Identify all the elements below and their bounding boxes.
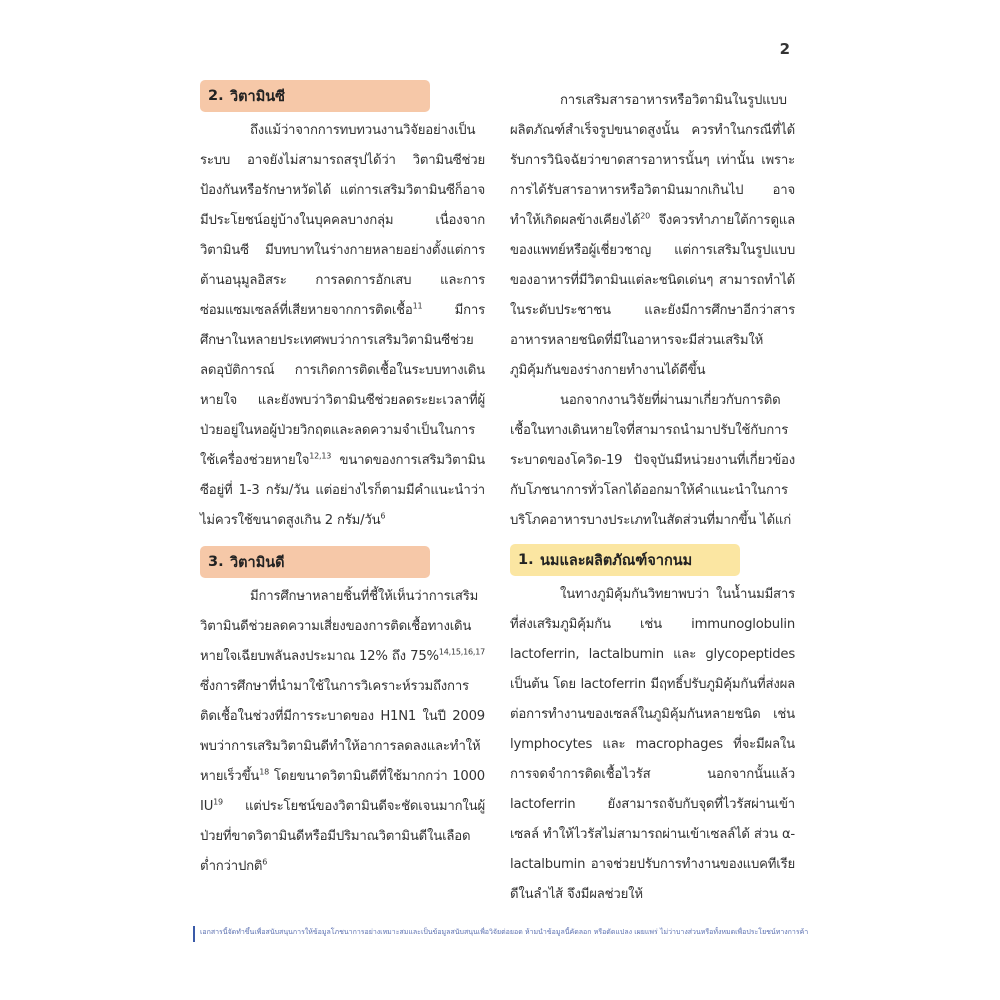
heading-number: 3.: [208, 554, 224, 570]
left-column: [200, 80, 485, 882]
section-heading-vitamin-c: [200, 80, 430, 112]
heading-title: วิตามินดี: [230, 554, 285, 571]
heading-number: 2.: [208, 88, 224, 104]
heading-title: วิตามินซี: [230, 88, 286, 105]
covid-intro-paragraph: นอกจากงานวิจัยที่ผ่านมาเกี่ยวกับการติดเชื้อในทางเดินหายใจที่สามารถนำมาปรับใช้กับการระบาดของโควิด-19 ปัจจุบันมีหน่วยงานที่เกี่ยวข้องกับโภชนาการทั่วโลกได้ออกมาให้คำแนะนำในการบริโภคอาหารบางประเภทในสัดส่วนที่มากขึ้น ได้แก่: [510, 393, 795, 528]
heading-title: นมและผลิตภัณฑ์จากนม: [540, 552, 693, 569]
milk-paragraph: ในทางภูมิคุ้มกันวิทยาพบว่า ในน้ำนมมีสารที่ส่งเสริมภูมิคุ้มกัน เช่น immunoglobulin lactoferrin, lactalbumin และ glycopeptides เป็นต้น โดย lactoferrin มีฤทธิ์ปรับภูมิคุ้มกันที่ส่งผลต่อการทำงานของเซลล์ในภูมิคุ้มกันหลายชนิด เช่น lymphocytes และ macrophages ที่จะมีผลในการจดจำการติดเชื้อไวรัส นอกจากนั้นแล้ว lactoferrin ยังสามารถจับกับจุดที่ไวรัสผ่านเข้าเซลล์ ทำให้ไวรัสไม่สามารถผ่านเข้าเซลล์ได้ ส่วน α-lactalbumin อาจช่วยปรับการทำงานของแบคทีเรียดีในลำไส้ จึงมีผลช่วยให้: [510, 587, 795, 902]
right-column: [510, 80, 795, 910]
section-heading-milk: [510, 544, 740, 576]
heading-number: 1.: [518, 552, 534, 568]
vitamin-d-paragraph: มีการศึกษาหลายชิ้นที่ชี้ให้เห็นว่าการเสริมวิตามินดีช่วยลดความเสี่ยงของการติดเชื้อทางเดินหายใจเฉียบพลันลงประมาณ 12% ถึง 75%$^{14,15,16,17}$ ซึ่งการศึกษาที่นำมาใช้ในการวิเคราะห์รวมถึงการติดเชื้อในช่วงที่มีการระบาดของ H1N1 ในปี 2009 พบว่าการเสริมวิตามินดีทำให้อาการลดลงและทำให้หายเร็วขึ้น$^{18}$ โดยขนาดวิตามินดีที่ใช้มากกว่า 1000 IU$^{19}$ แต่ประโยชน์ของวิตามินดีจะชัดเจนมากในผู้ป่วยที่ขาดวิตามินดีหรือมีปริมาณวิตามินดีในเลือดต่ำกว่าปกติ$^6$: [200, 589, 485, 874]
page-number: 2: [779, 40, 790, 58]
footer-disclaimer: เอกสารนี้จัดทำขึ้นเพื่อสนับสนุนการให้ข้อมูลโภชนาการอย่างเหมาะสมและเป็นข้อมูลสนับสนุนเพื่อวิจัยต่อยอด ห้ามนำข้อมูลนี้คัดลอก หรือดัดแปลง เผยแพร่ ไม่ว่าบางส่วนหรือทั้งหมดเพื่อประโยชน์ทางการค้า: [200, 928, 809, 936]
footer-accent-bar: [193, 926, 195, 942]
supplement-paragraph: การเสริมสารอาหารหรือวิตามินในรูปแบบผลิตภัณฑ์สำเร็จรูปขนาดสูงนั้น ควรทำในกรณีที่ได้รับการวินิจฉัยว่าขาดสารอาหารนั้นๆ เท่านั้น เพราะการได้รับสารอาหารหรือวิตามินมากเกินไป อาจทำให้เกิดผลข้างเคียงได้$^{20}$ จึงควรทำภายใต้การดูแลของแพทย์หรือผู้เชี่ยวชาญ แต่การเสริมในรูปแบบของอาหารที่มีวิตามินแต่ละชนิดเด่นๆ สามารถทำได้ในระดับประชาชน และยังมีการศึกษาอีกว่าสารอาหารหลายชนิดที่มีในอาหารจะมีส่วนเสริมให้ภูมิคุ้มกันของร่างกายทำงานได้ดีขึ้น: [510, 93, 795, 378]
vitamin-c-paragraph: ถึงแม้ว่าจากการทบทวนงานวิจัยอย่างเป็นระบบ อาจยังไม่สามารถสรุปได้ว่า วิตามินซีช่วยป้องกันหรือรักษาหวัดได้ แต่การเสริมวิตามินซีก็อาจมีประโยชน์อยู่บ้างในบุคคลบางกลุ่ม เนื่องจากวิตามินซี มีบทบาทในร่างกายหลายอย่างตั้งแต่การต้านอนุมูลอิสระ การลดการอักเสบ และการซ่อมแซมเซลล์ที่เสียหายจากการติดเชื้อ$^{11}$ มีการศึกษาในหลายประเทศพบว่าการเสริมวิตามินซีช่วยลดอุบัติการณ์ การเกิดการติดเชื้อในระบบทางเดินหายใจ และยังพบว่าวิตามินซีช่วยลดระยะเวลาที่ผู้ป่วยอยู่ในหอผู้ป่วยวิกฤตและลดความจำเป็นในการใช้เครื่องช่วยหายใจ$^{12,13}$ ขนาดของการเสริมวิตามินซีอยู่ที่ 1-3 กรัม/วัน แต่อย่างไรก็ตามมีคำแนะนำว่าไม่ควรใช้ขนาดสูงเกิน 2 กรัม/วัน$^6$: [200, 123, 485, 528]
section-heading-vitamin-d: [200, 546, 430, 578]
